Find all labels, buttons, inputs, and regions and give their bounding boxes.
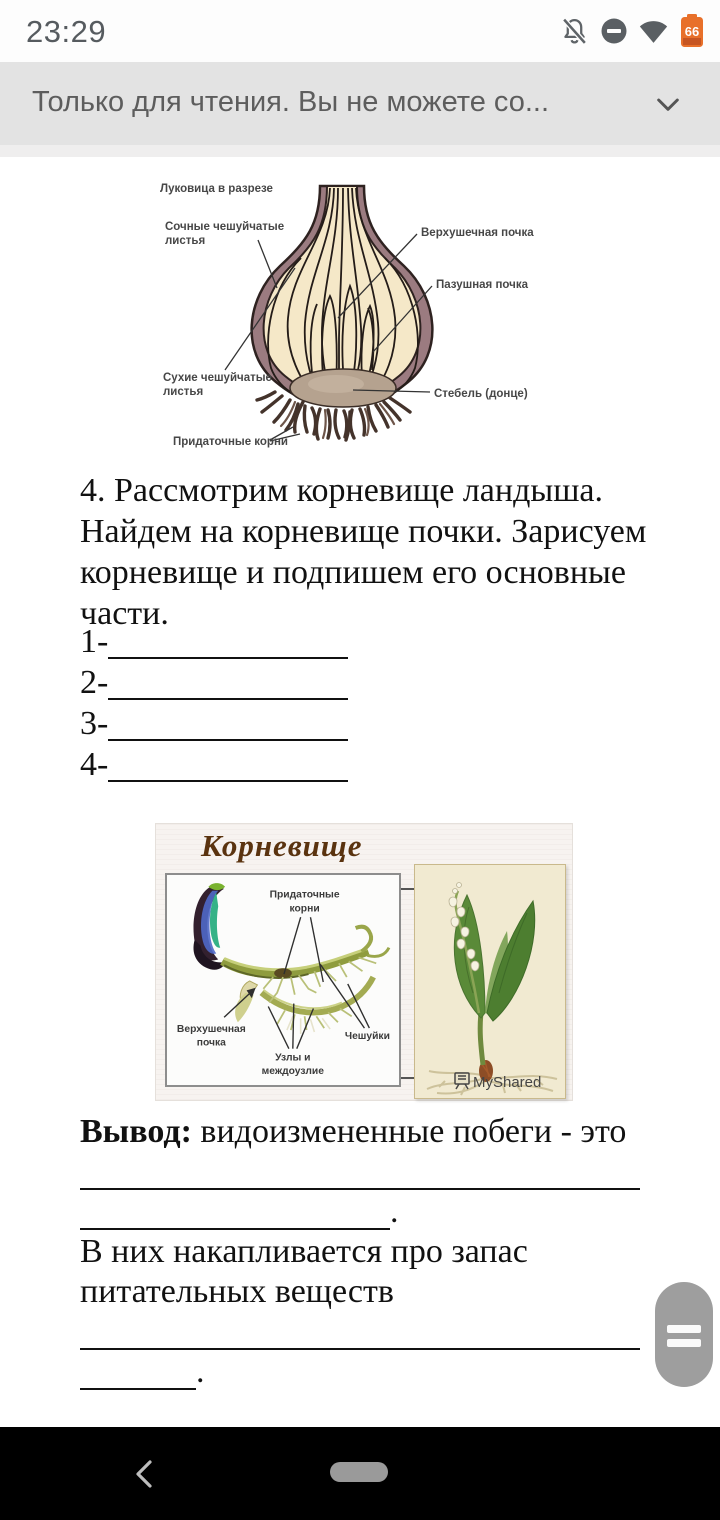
rhizome-slide-figure — [155, 823, 573, 1101]
panel-connector-line — [400, 888, 415, 890]
clock: 23:29 — [26, 14, 107, 49]
task-blanks — [80, 621, 348, 785]
svg-text:корни: корни — [289, 903, 320, 915]
label-apical-bud: Верхушечная — [176, 1024, 246, 1036]
period: . — [196, 1353, 205, 1390]
task-line: Найдем на корневище почки. Зарисуем — [80, 513, 647, 550]
onion-label-apical: Верхушечная почка — [421, 227, 534, 239]
navigation-bar — [0, 1427, 720, 1520]
conclusion-label: Вывод: — [80, 1113, 192, 1150]
label-scales: Чешуйки — [344, 1030, 390, 1042]
conclusion-line-2: В них накапливается про запас — [80, 1233, 528, 1270]
conclusion-blank-4 — [80, 1352, 660, 1392]
myshared-watermark — [455, 1073, 541, 1091]
onion-label-juicy: Сочные чешуйчатые — [165, 221, 285, 233]
onion-caption: Луковица в разрезе — [160, 183, 273, 195]
page-divider — [0, 145, 720, 157]
fill-in-line — [80, 1192, 390, 1230]
lily-leaf-right — [487, 901, 535, 1021]
blank-row-2 — [80, 662, 348, 703]
status-icons — [559, 15, 706, 47]
onion-label-roots: Придаточные корни — [173, 436, 288, 448]
svg-text:междоузлие: междоузлие — [261, 1066, 325, 1078]
lily-photo-panel — [414, 864, 566, 1099]
chevron-down-icon[interactable] — [652, 88, 684, 120]
rhizome-diagram — [165, 873, 401, 1087]
fast-scroll-handle[interactable] — [655, 1282, 713, 1387]
onion-label-axillary: Пазушная почка — [436, 279, 528, 291]
task-line: части. — [80, 595, 169, 632]
blank-number: 3- — [80, 705, 109, 742]
bud-leaf — [235, 993, 253, 1022]
notifications-off-icon — [559, 16, 590, 47]
rhizome-node — [274, 968, 292, 978]
onion-label-dry: Сухие чешуйчатые — [163, 372, 272, 384]
svg-text:листья: листья — [163, 386, 204, 398]
rhizome-curl — [356, 927, 372, 952]
battery-icon — [678, 14, 706, 48]
svg-text:66: 66 — [684, 24, 700, 39]
panel-connector-line — [400, 1077, 415, 1079]
svg-text:MyShared: MyShared — [473, 1074, 542, 1091]
wifi-icon — [638, 16, 669, 47]
label-nodes: Узлы и — [275, 1052, 311, 1064]
do-not-disturb-icon — [599, 16, 629, 46]
task-line: 4. Рассмотрим корневище ландыша. — [80, 472, 603, 509]
conclusion-blank-2 — [80, 1192, 660, 1232]
onion-label-stem: Стебель (донце) — [434, 388, 528, 400]
fill-in-line — [108, 621, 348, 659]
blank-row-1 — [80, 621, 348, 662]
readonly-banner[interactable] — [0, 62, 720, 145]
fill-in-line — [80, 1352, 196, 1390]
blank-number: 1- — [80, 623, 109, 660]
blank-number: 2- — [80, 664, 109, 701]
conclusion-blank-1 — [80, 1152, 660, 1192]
svg-text:почка: почка — [196, 1037, 226, 1049]
svg-text:листья: листья — [165, 235, 206, 247]
fill-in-line — [108, 662, 348, 700]
onion-bulb-figure — [140, 178, 580, 460]
task-paragraph — [80, 470, 660, 634]
conclusion-block — [80, 1112, 660, 1392]
fill-in-line — [108, 703, 348, 741]
period: . — [390, 1193, 399, 1230]
scroll-handle-grip — [667, 1339, 701, 1347]
home-pill[interactable] — [330, 1462, 388, 1482]
blank-row-4 — [80, 744, 348, 785]
back-button[interactable] — [130, 1458, 158, 1490]
lily-illustration — [415, 865, 565, 1098]
readonly-banner-text: Только для чтения. Вы не можете со... — [32, 86, 550, 118]
fill-in-line — [80, 1152, 640, 1190]
fill-in-line — [108, 744, 348, 782]
lily-stem — [480, 1013, 483, 1065]
fill-in-line — [80, 1312, 640, 1350]
conclusion-line-1 — [80, 1112, 660, 1152]
blank-row-3 — [80, 703, 348, 744]
blank-number: 4- — [80, 746, 109, 783]
task-line: корневище и подпишем его основные — [80, 554, 626, 591]
conclusion-line-3: питательных веществ — [80, 1273, 394, 1310]
conclusion-text: видоизмененные побеги - это — [200, 1113, 627, 1150]
scroll-handle-grip — [667, 1325, 701, 1333]
status-bar — [0, 0, 720, 62]
slide-title: Корневище — [201, 828, 363, 863]
rhizome-curl2 — [367, 948, 389, 957]
projector-screen-icon — [455, 1073, 469, 1089]
label-adventitious-roots: Придаточные — [269, 889, 340, 901]
conclusion-blank-3 — [80, 1312, 660, 1352]
